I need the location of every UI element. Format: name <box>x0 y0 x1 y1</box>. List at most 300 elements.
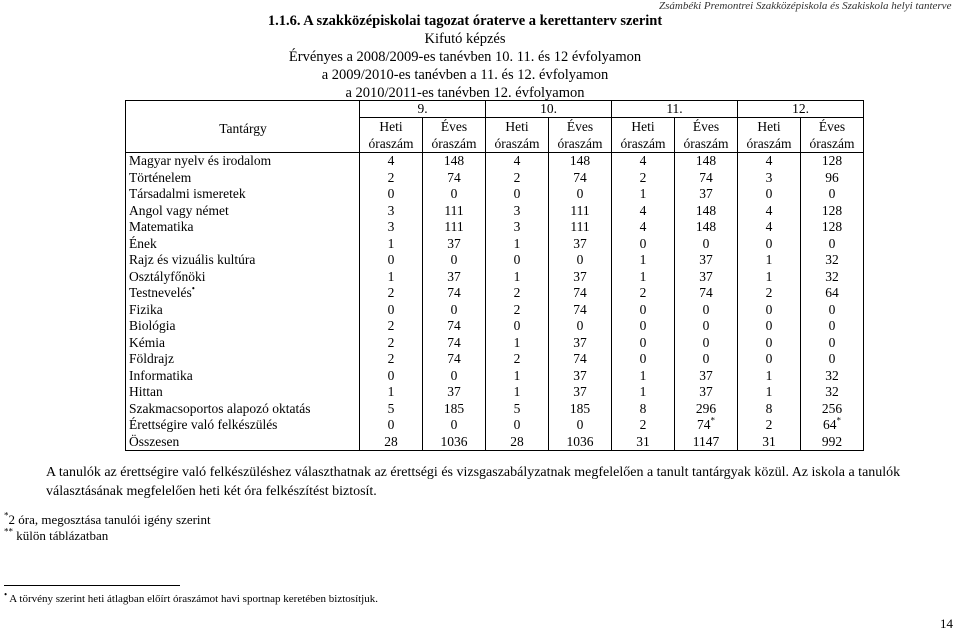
cell-number: 8 <box>765 400 773 416</box>
subject-name <box>126 318 360 335</box>
section-title: 1.1.6. A szakközépiskolai tagozat óraterve a kerettanterv szerint <box>267 13 663 29</box>
cell-value <box>612 335 675 352</box>
cell-value <box>423 384 486 401</box>
cell-value <box>612 186 675 203</box>
cell-number: 128 <box>821 153 843 169</box>
cell-value <box>549 302 612 319</box>
cell-number: 185 <box>443 400 465 416</box>
cell-number: 32 <box>825 384 839 400</box>
cell-number: 0 <box>765 318 773 334</box>
table-row <box>126 252 864 269</box>
cell-value <box>801 285 864 302</box>
year-header-11: 11. <box>612 101 738 118</box>
cell-number: 28 <box>510 433 524 449</box>
cell-number: 3 <box>513 219 521 235</box>
cell-number: 2 <box>387 318 395 334</box>
cell-number: 2 <box>387 285 395 301</box>
cell-number: 185 <box>569 400 591 416</box>
cell-number: 1 <box>639 268 647 284</box>
cell-value <box>423 368 486 385</box>
cell-number: 74 <box>447 351 461 367</box>
cell-number: 1 <box>387 384 395 400</box>
cell-number: 37 <box>573 235 587 251</box>
cell-number: 74 <box>573 169 587 185</box>
subject-label: Magyar nyelv és irodalom <box>129 153 272 169</box>
col-oraszam: óraszám <box>360 135 423 153</box>
cell-number: 37 <box>447 268 461 284</box>
cell-number: 0 <box>765 235 773 251</box>
footnote-1-mark: * <box>4 510 9 521</box>
cell-value <box>738 351 801 368</box>
subject-name <box>126 252 360 269</box>
cell-number: 2 <box>639 417 647 433</box>
subject-name <box>126 186 360 203</box>
cell-value <box>675 252 738 269</box>
col-eves-9: Éves <box>423 118 486 136</box>
col-oraszam: óraszám <box>801 135 864 153</box>
cell-value <box>738 252 801 269</box>
cell-number: 0 <box>702 235 710 251</box>
cell-value <box>360 252 423 269</box>
cell-value <box>675 351 738 368</box>
cell-number: 0 <box>576 252 584 268</box>
validity-line-1: Érvényes a 2008/2009-es tanévben 10. 11. és 12 évfolyamon <box>288 49 642 65</box>
cell-number: 37 <box>447 384 461 400</box>
table-row <box>126 302 864 319</box>
cell-number: 64 <box>823 417 837 433</box>
cell-number: 5 <box>387 400 395 416</box>
cell-number: 0 <box>450 252 458 268</box>
cell-value <box>423 434 486 451</box>
subject-label: Társadalmi ismeretek <box>129 186 246 202</box>
cell-number: 1 <box>639 252 647 268</box>
cell-number: 0 <box>702 301 710 317</box>
cell-number: 0 <box>828 351 836 367</box>
cell-value <box>549 285 612 302</box>
subject-name <box>126 384 360 401</box>
cell-value <box>612 318 675 335</box>
cell-value <box>675 170 738 187</box>
cell-number: 74 <box>447 169 461 185</box>
cell-number: 74 <box>573 285 587 301</box>
cell-value <box>675 368 738 385</box>
cell-number: 37 <box>573 268 587 284</box>
cell-value <box>486 285 549 302</box>
subject-name <box>126 219 360 236</box>
cell-number: 0 <box>765 186 773 202</box>
footnote-2-mark: ** <box>4 526 13 537</box>
cell-value <box>486 269 549 286</box>
cell-value <box>360 417 423 434</box>
cell-number: 0 <box>387 252 395 268</box>
col-heti-12: Heti <box>738 118 801 136</box>
cell-value <box>486 318 549 335</box>
subject-name <box>126 401 360 418</box>
cell-value <box>360 153 423 170</box>
cell-value <box>675 219 738 236</box>
cell-number: 0 <box>828 235 836 251</box>
subject-name <box>126 269 360 286</box>
cell-value <box>486 384 549 401</box>
cell-value <box>423 417 486 434</box>
subject-label: Osztályfőnöki <box>129 268 206 284</box>
cell-value <box>675 302 738 319</box>
cell-number: 4 <box>765 219 773 235</box>
cell-value <box>423 252 486 269</box>
cell-number: 1 <box>387 268 395 284</box>
cell-number: 3 <box>387 202 395 218</box>
cell-number: 0 <box>765 334 773 350</box>
cell-number: 4 <box>639 219 647 235</box>
footnote-marker: • <box>191 283 195 294</box>
cell-number: 0 <box>513 417 521 433</box>
cell-value <box>549 384 612 401</box>
cell-value <box>738 170 801 187</box>
cell-value <box>801 153 864 170</box>
cell-value <box>360 186 423 203</box>
cell-number: 0 <box>513 186 521 202</box>
cell-value <box>612 252 675 269</box>
table-row <box>126 318 864 335</box>
cell-value <box>801 186 864 203</box>
cell-number: 1 <box>513 334 521 350</box>
cell-number: 3 <box>765 169 773 185</box>
cell-number: 74 <box>573 351 587 367</box>
cell-value <box>360 219 423 236</box>
col-oraszam: óraszám <box>549 135 612 153</box>
title-block <box>250 12 680 102</box>
subject-name <box>126 285 360 302</box>
cell-number: 1 <box>513 384 521 400</box>
col-heti-11: Heti <box>612 118 675 136</box>
subject-label: Testnevelés <box>129 285 192 301</box>
cell-value <box>738 417 801 434</box>
cell-number: 37 <box>699 186 713 202</box>
cell-number: 31 <box>636 433 650 449</box>
cell-number: 0 <box>450 301 458 317</box>
cell-number: 3 <box>513 202 521 218</box>
cell-value <box>423 186 486 203</box>
cell-value <box>423 285 486 302</box>
subject-header: Tantárgy <box>126 101 360 153</box>
cell-value <box>612 401 675 418</box>
cell-value <box>675 318 738 335</box>
cell-value <box>423 351 486 368</box>
subject-label: Szakmacsoportos alapozó oktatás <box>129 400 311 416</box>
cell-value <box>738 153 801 170</box>
cell-value <box>612 269 675 286</box>
col-eves-11: Éves <box>675 118 738 136</box>
cell-value <box>801 203 864 220</box>
cell-value <box>738 203 801 220</box>
cell-value <box>486 203 549 220</box>
subject-label: Ének <box>129 235 157 251</box>
cell-value <box>423 335 486 352</box>
cell-number: 0 <box>828 334 836 350</box>
cell-value <box>360 401 423 418</box>
cell-number: 31 <box>762 433 776 449</box>
footnote-marker: * <box>836 415 841 426</box>
cell-number: 0 <box>765 351 773 367</box>
cell-value <box>549 434 612 451</box>
cell-value <box>675 434 738 451</box>
cell-value <box>486 434 549 451</box>
table-row <box>126 285 864 302</box>
cell-value <box>423 170 486 187</box>
cell-value <box>486 219 549 236</box>
cell-value <box>675 384 738 401</box>
cell-number: 0 <box>450 367 458 383</box>
subject-name <box>126 153 360 170</box>
table-row <box>126 335 864 352</box>
cell-value <box>801 401 864 418</box>
table-row <box>126 351 864 368</box>
subject-label: Informatika <box>129 367 193 383</box>
cell-value <box>360 236 423 253</box>
subject-label: Földrajz <box>129 351 174 367</box>
cell-value <box>675 417 738 434</box>
cell-value <box>423 302 486 319</box>
cell-value <box>612 302 675 319</box>
cell-value <box>801 170 864 187</box>
cell-number: 1 <box>513 235 521 251</box>
cell-number: 1 <box>639 384 647 400</box>
cell-number: 0 <box>576 318 584 334</box>
cell-value <box>549 417 612 434</box>
cell-number: 4 <box>765 202 773 218</box>
cell-number: 74 <box>573 301 587 317</box>
subject-name <box>126 335 360 352</box>
cell-number: 2 <box>639 169 647 185</box>
cell-number: 992 <box>821 433 843 449</box>
subject-name <box>126 351 360 368</box>
cell-value <box>549 368 612 385</box>
cell-value <box>486 417 549 434</box>
cell-number: 37 <box>447 235 461 251</box>
cell-value <box>738 384 801 401</box>
page-footnote-text: A törvény szerint heti átlagban előírt óraszámot havi sportnap keretében biztosítjuk. <box>7 593 378 605</box>
cell-number: 2 <box>387 334 395 350</box>
cell-number: 0 <box>639 301 647 317</box>
cell-value <box>675 186 738 203</box>
cell-number: 296 <box>695 400 717 416</box>
cell-value <box>675 236 738 253</box>
footnote-2 <box>4 528 211 544</box>
cell-value <box>360 302 423 319</box>
cell-value <box>801 252 864 269</box>
cell-value <box>612 434 675 451</box>
cell-number: 74 <box>699 285 713 301</box>
cell-number: 74 <box>447 318 461 334</box>
subject-label: Kémia <box>129 334 165 350</box>
cell-number: 0 <box>450 186 458 202</box>
subject-name <box>126 302 360 319</box>
subject-name <box>126 368 360 385</box>
cell-number: 74 <box>447 285 461 301</box>
cell-number: 148 <box>695 202 717 218</box>
cell-value <box>486 302 549 319</box>
cell-value <box>486 351 549 368</box>
subject-name <box>126 170 360 187</box>
cell-value <box>549 236 612 253</box>
cell-number: 2 <box>513 351 521 367</box>
cell-number: 74 <box>697 417 711 433</box>
cell-value <box>423 318 486 335</box>
footnote-rule <box>4 585 180 586</box>
cell-value <box>360 351 423 368</box>
cell-value <box>612 368 675 385</box>
cell-value <box>423 236 486 253</box>
cell-value <box>738 302 801 319</box>
curriculum-table <box>125 100 864 451</box>
cell-value <box>549 219 612 236</box>
col-heti-10: Heti <box>486 118 549 136</box>
cell-value <box>675 203 738 220</box>
cell-value <box>423 203 486 220</box>
cell-number: 128 <box>821 219 843 235</box>
cell-number: 74 <box>447 334 461 350</box>
cell-number: 0 <box>702 334 710 350</box>
cell-value <box>360 384 423 401</box>
cell-value <box>360 335 423 352</box>
cell-value <box>801 384 864 401</box>
cell-number: 0 <box>513 318 521 334</box>
table-row <box>126 269 864 286</box>
validity-line-2: a 2009/2010-es tanévben a 11. és 12. évfolyamon <box>321 67 609 83</box>
cell-number: 0 <box>702 318 710 334</box>
cell-number: 0 <box>765 301 773 317</box>
col-eves-12: Éves <box>801 118 864 136</box>
cell-value <box>738 269 801 286</box>
cell-number: 32 <box>825 367 839 383</box>
subject-label: Biológia <box>129 318 176 334</box>
cell-value <box>549 401 612 418</box>
cell-number: 0 <box>387 367 395 383</box>
cell-number: 128 <box>821 202 843 218</box>
cell-value <box>801 417 864 434</box>
cell-number: 148 <box>569 153 591 169</box>
subject-name <box>126 203 360 220</box>
cell-number: 37 <box>699 268 713 284</box>
cell-number: 0 <box>450 417 458 433</box>
cell-number: 2 <box>513 301 521 317</box>
cell-value <box>612 285 675 302</box>
table-row <box>126 417 864 434</box>
footnote-1-text: 2 óra, megosztása tanulói igény szerint <box>8 512 211 527</box>
cell-value <box>675 401 738 418</box>
subtitle-kifuto: Kifutó képzés <box>424 31 506 47</box>
cell-number: 37 <box>699 367 713 383</box>
subject-name <box>126 417 360 434</box>
cell-value <box>675 285 738 302</box>
year-header-9: 9. <box>360 101 486 118</box>
cell-number: 4 <box>513 153 521 169</box>
table-row <box>126 384 864 401</box>
elective-paragraph: A tanulók az érettségire való felkészüléshez választhatnak az érettségi és vizsgaszabályzatnak megfelelően a tanult tantárgyak közül. Az iskola a tanulók választásának megfelelően heti két óra felkészítést biztosít. <box>46 465 901 499</box>
cell-value <box>486 170 549 187</box>
cell-value <box>738 401 801 418</box>
cell-value <box>801 269 864 286</box>
cell-value <box>738 318 801 335</box>
cell-value <box>549 335 612 352</box>
footnote-1 <box>4 512 211 528</box>
col-eves-10: Éves <box>549 118 612 136</box>
cell-value <box>360 203 423 220</box>
year-header-12: 12. <box>738 101 864 118</box>
cell-value <box>360 285 423 302</box>
cell-value <box>801 236 864 253</box>
cell-value <box>486 368 549 385</box>
cell-number: 3 <box>387 219 395 235</box>
cell-number: 111 <box>444 202 464 218</box>
cell-number: 0 <box>639 235 647 251</box>
cell-value <box>360 269 423 286</box>
footnote-2-text: külön táblázatban <box>13 528 109 543</box>
cell-number: 111 <box>570 202 590 218</box>
year-header-row <box>126 101 864 118</box>
cell-number: 0 <box>702 351 710 367</box>
cell-number: 1 <box>513 367 521 383</box>
cell-number: 148 <box>443 153 465 169</box>
cell-number: 0 <box>387 417 395 433</box>
cell-value <box>801 302 864 319</box>
cell-value <box>360 434 423 451</box>
table-row <box>126 203 864 220</box>
cell-value <box>801 351 864 368</box>
table-row <box>126 401 864 418</box>
cell-value <box>738 285 801 302</box>
subject-name <box>126 434 360 451</box>
cell-number: 5 <box>513 400 521 416</box>
table-row <box>126 153 864 170</box>
col-oraszam: óraszám <box>612 135 675 153</box>
table-row <box>126 368 864 385</box>
cell-value <box>360 318 423 335</box>
cell-number: 1 <box>765 384 773 400</box>
cell-value <box>738 186 801 203</box>
cell-number: 64 <box>825 285 839 301</box>
cell-value <box>675 153 738 170</box>
cell-number: 148 <box>695 219 717 235</box>
cell-number: 2 <box>513 285 521 301</box>
cell-value <box>612 417 675 434</box>
cell-number: 0 <box>576 186 584 202</box>
cell-value <box>801 219 864 236</box>
col-oraszam: óraszám <box>486 135 549 153</box>
cell-number: 0 <box>828 186 836 202</box>
cell-number: 28 <box>384 433 398 449</box>
cell-number: 1 <box>765 268 773 284</box>
cell-number: 0 <box>828 301 836 317</box>
cell-value <box>612 219 675 236</box>
cell-value <box>486 153 549 170</box>
subject-label: Angol vagy német <box>129 202 229 218</box>
cell-number: 0 <box>639 318 647 334</box>
subject-label: Érettségire való felkészülés <box>129 417 278 433</box>
footnote-marker: * <box>710 415 715 426</box>
cell-number: 1147 <box>692 433 720 449</box>
cell-value <box>486 236 549 253</box>
running-header: Zsámbéki Premontrei Szakközépiskola és Szakiskola helyi tanterve <box>659 0 952 12</box>
cell-number: 1036 <box>440 433 468 449</box>
table-row <box>126 219 864 236</box>
cell-value <box>612 203 675 220</box>
cell-number: 4 <box>765 153 773 169</box>
cell-value <box>360 368 423 385</box>
cell-number: 0 <box>576 417 584 433</box>
cell-value <box>423 219 486 236</box>
cell-number: 111 <box>570 219 590 235</box>
